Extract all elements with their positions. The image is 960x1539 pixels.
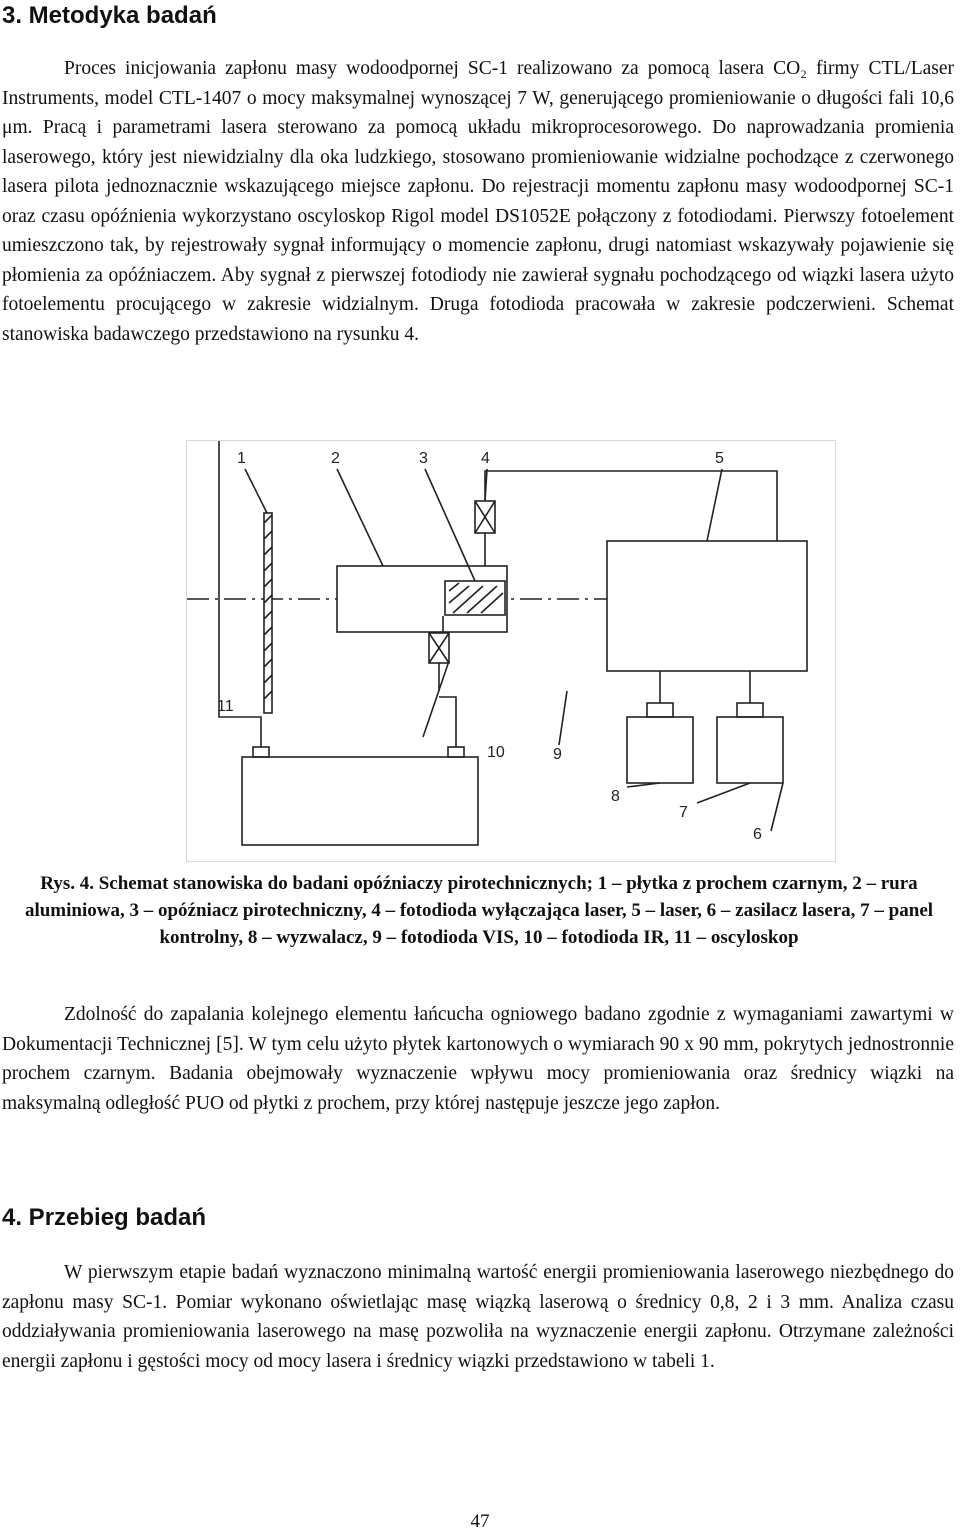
control-panel	[717, 717, 783, 783]
label-10: 10	[487, 744, 505, 761]
label-4: 4	[481, 450, 490, 467]
label-6: 6	[753, 826, 762, 843]
section-4-paragraph: W pierwszym etapie badań wyznaczono minimalną wartość energii promieniowania laserowego niezbędnego do zapłonu masy SC-1. Pomiar wykonano oświetlając masę wiązką laserową o średnicy 0,8, 2 i 3 mm. Analiza czasu oddziaływania promieniowania laserowego na masę pozwoliła na wyznaczenie energii zapłonu. Otrzymane zależności energii zapłonu i gęstości mocy od mocy lasera i średnicy wiązki przedstawiono w tabeli 1.	[2, 1262, 954, 1372]
label-5: 5	[715, 450, 724, 467]
label-11: 11	[217, 698, 234, 715]
label-8: 8	[611, 788, 620, 805]
section-4-heading: 4. Przebieg badań	[2, 1204, 207, 1231]
control-panel-terminal	[737, 703, 763, 717]
section-3-paragraph: Proces inicjowania zapłonu masy wodoodpornej SC-1 realizowano za pomocą lasera CO₂ firmy CTL/Laser Instruments, model CTL-1407 o mocy maksymalnej wynoszącej 7 W, generującego promieniowanie o długości fali 10,6 μm. Pracą i parametrami lasera sterowano za pomocą układu mikroprocesorowego. Do naprowadzania promienia laserowego, który jest niewidzialny dla oka ludzkiego, stosowano promieniowanie widzialne pochodzące z czerwonego lasera pilota jednoznacznie wskazującego miejsce zapłonu. Do rejestracji momentu zapłonu masy wodoodpornej SC-1 oraz czasu opóźnienia wykorzystano oscyloskop Rigol model DS1052E połączony z fotodiodami. Pierwszy fotoelement umieszczono tak, by rejestrowały sygnał informujący o momencie zapłonu, drugi natomiast wskazywały pojawienie się płomienia za opóźniaczem. Aby sygnał z pierwszej fotodiody nie zawierał sygnału pochodzącego od wiązki lasera użyto fotoelementu procującego w zakresie widzialnym. Druga fotodioda pracowała w zakresie podczerwieni. Schemat stanowiska badawczego przedstawiono na rysunku 4.	[2, 58, 954, 345]
section-3-heading: 3. Metodyka badań	[2, 2, 217, 29]
oscilloscope-terminal-2	[448, 747, 464, 757]
schematic-diagram	[187, 441, 835, 861]
trigger-unit	[627, 717, 693, 783]
label-3: 3	[419, 450, 428, 467]
label-7: 7	[679, 804, 688, 821]
trigger-terminal	[647, 703, 673, 717]
page-number: 47	[470, 1511, 490, 1532]
figure-caption: Rys. 4. Schemat stanowiska do badani opóźniaczy pirotechnicznych; 1 – płytka z prochem czarnym, 2 – rura aluminiowa, 3 – opóźniacz pirotechniczny, 4 – fotodioda wyłączająca laser, 5 – laser, 6 – zasilacz lasera, 7 – panel kontrolny, 8 – wyzwalacz, 9 – fotodioda VIS, 10 – fotodioda IR, 11 – oscyloskop	[24, 873, 934, 948]
label-9: 9	[553, 746, 562, 763]
label-2: 2	[331, 450, 340, 467]
label-1: 1	[237, 450, 246, 467]
laser-body	[607, 541, 807, 671]
oscilloscope	[242, 757, 478, 845]
figure-4-schematic	[186, 440, 836, 862]
body-paragraph-2: Zdolność do zapalania kolejnego elementu łańcucha ogniowego badano zgodnie z wymaganiami zawartymi w Dokumentacji Technicznej [5]. W tym celu użyto płytek kartonowych o wymiarach 90 x 90 mm, pokrytych jednostronnie prochem czarnym. Badania obejmowały wyznaczenie wpływu mocy promieniowania oraz średnicy wiązki na maksymalną odległość PUO od płytki z prochem, przy której następuje jeszcze jego zapłon.	[2, 1004, 954, 1114]
oscilloscope-terminal-1	[253, 747, 269, 757]
